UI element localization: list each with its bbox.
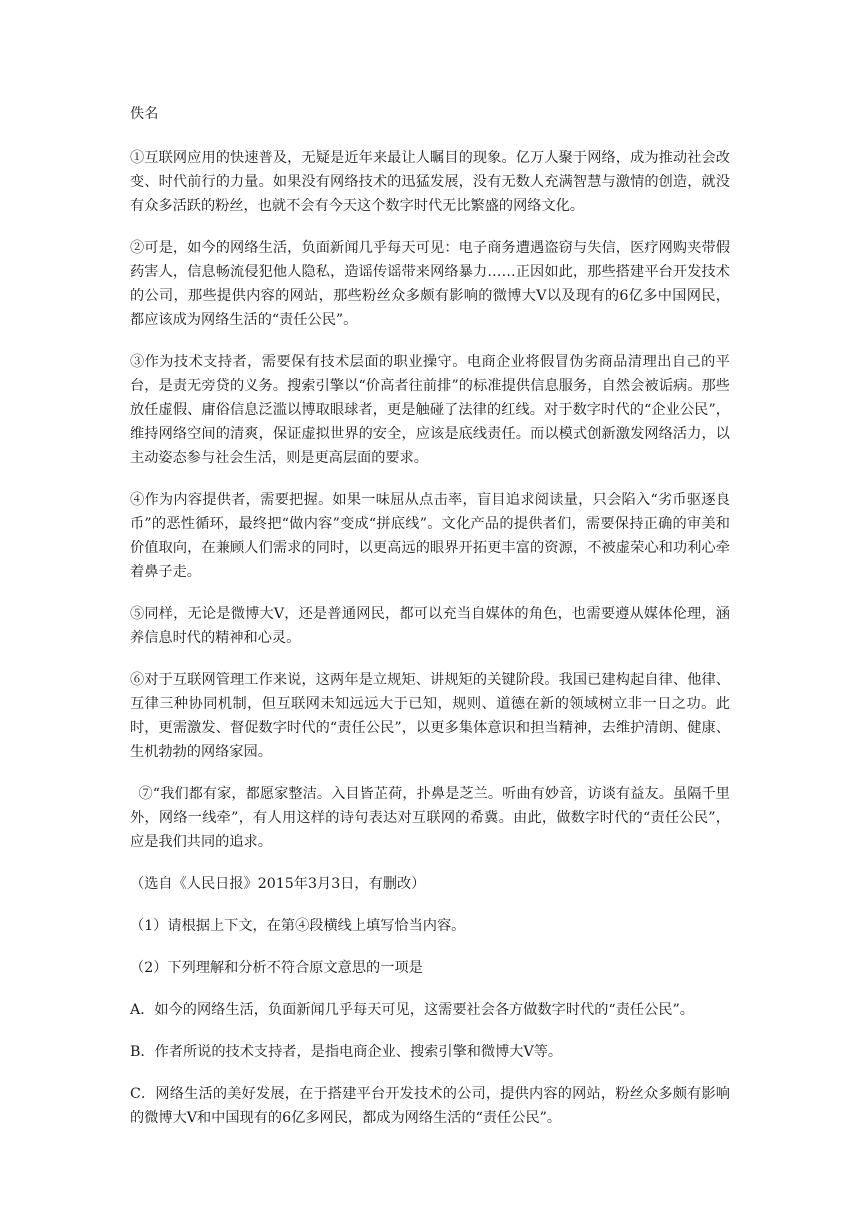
paragraph-5: ⑤同样，无论是微博大V，还是普通网民，都可以充当自媒体的角色，也需要遵从媒体伦理，涵养信息时代的精神和心灵。 [130,606,730,646]
source-citation: （选自《人民日报》2015年3月3日，有删改） [130,876,426,892]
paragraph-6: ⑥对于互联网管理工作来说，这两年是立规矩、讲规矩的关键阶段。我国已建构起自律、他律、互律三种协同机制，但互联网未知远远大于已知，规则、道德在新的领域树立非一日之功。此时，更需激发、督促数字时代的“责任公民”，以更多集体意识和担当精神，去维护清朗、健康、生机勃勃的网络家园。 [130,672,730,760]
paragraph-1: ①互联网应用的快速普及，无疑是近年来最让人瞩目的现象。亿万人聚于网络，成为推动社会改变、时代前行的力量。如果没有网络技术的迅猛发展，没有无数人充满智慧与激情的创造，就没有众多活跃的粉丝，也就不会有今天这个数字时代无比繁盛的网络文化。 [130,150,730,214]
option-a: A．如今的网络生活，负面新闻几乎每天可见，这需要社会各方做数字时代的“责任公民”。 [130,1002,694,1018]
option-c: C．网络生活的美好发展，在于搭建平台开发技术的公司，提供内容的网站，粉丝众多颇有影响的微博大V和中国现有的6亿多网民，都成为网络生活的“责任公民”。 [130,1086,730,1126]
question-1: （1）请根据上下文，在第④段横线上填写恰当内容。 [130,918,466,934]
author-line: 佚名 [130,106,159,122]
option-b: B．作者所说的技术支持者，是指电商企业、搜索引擎和微博大V等。 [130,1044,563,1060]
document-body [130,102,730,1148]
paragraph-3: ③作为技术支持者，需要保有技术层面的职业操守。电商企业将假冒伪劣商品清理出自己的平台，是责无旁贷的义务。搜索引擎以“价高者往前排”的标准提供信息服务，自然会被诟病。那些放任虚假、庸俗信息泛滥以博取眼球者，更是触碰了法律的红线。对于数字时代的“企业公民”，维持网络空间的清爽，保证虚拟世界的安全，应该是底线责任。而以模式创新激发网络活力，以主动姿态参与社会生活，则是更高层面的要求。 [130,354,730,466]
paragraph-7: ⑦“我们都有家，都愿家整洁。入目皆芷荷，扑鼻是芝兰。听曲有妙音，访谈有益友。虽隔千里外，网络一线牵”，有人用这样的诗句表达对互联网的希冀。由此，做数字时代的“责任公民”，应是我们共同的追求。 [130,786,730,850]
question-2: （2）下列理解和分析不符合原文意思的一项是 [130,960,423,976]
paragraph-2: ②可是，如今的网络生活，负面新闻几乎每天可见：电子商务遭遇盗窃与失信，医疗网购夹带假药害人，信息畅流侵犯他人隐私，造谣传谣带来网络暴力……正因如此，那些搭建平台开发技术的公司，那些提供内容的网站，那些粉丝众多颇有影响的微博大V以及现有的6亿多中国网民，都应该成为网络生活的“责任公民”。 [130,240,730,328]
paragraph-4: ④作为内容提供者，需要把握。如果一味屈从点击率，盲目追求阅读量，只会陷入“劣币驱逐良币”的恶性循环，最终把“做内容”变成“拼底线”。文化产品的提供者们，需要保持正确的审美和价值取向，在兼顾人们需求的同时，以更高远的眼界开拓更丰富的资源，不被虚荣心和功利心牵着鼻子走。 [130,492,730,580]
